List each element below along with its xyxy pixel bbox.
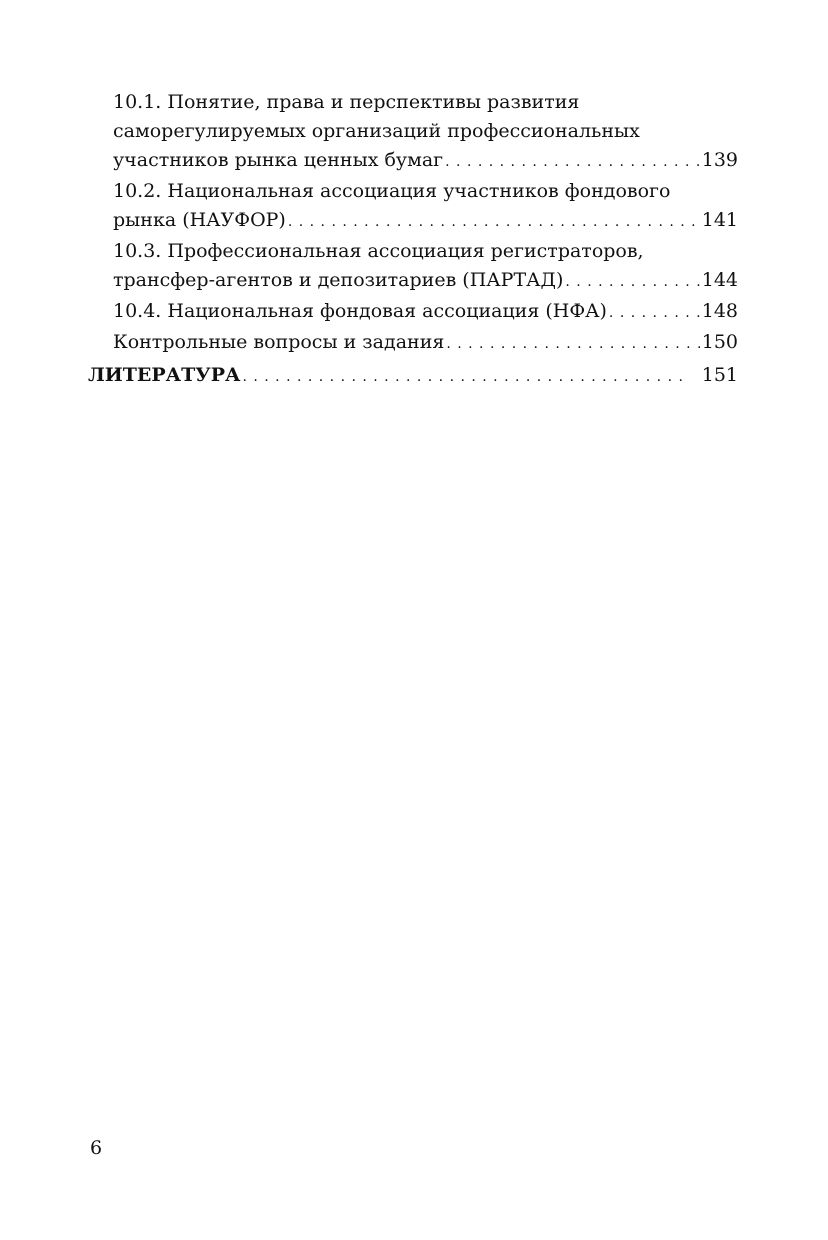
dot-leader: [446, 330, 699, 359]
toc-entry-text: ЛИТЕРАТУРА: [88, 364, 241, 386]
toc-entry-10-1: [88, 88, 738, 177]
dot-leader: [445, 148, 700, 177]
dot-leader: [288, 208, 700, 237]
toc-entry-line: саморегулируемых организаций профессиональных: [113, 120, 640, 142]
toc-entry-last-line: [113, 266, 738, 297]
toc-entry-last-line: [113, 146, 738, 177]
toc-entry-literature: [88, 361, 738, 392]
table-of-contents: [88, 88, 738, 392]
toc-entry-text: участников рынка ценных бумаг: [113, 149, 444, 171]
toc-entry-line: 10.2. Национальная ассоциация участников фондового: [113, 180, 671, 202]
toc-entry-last-line: [88, 361, 738, 392]
page-number: 6: [90, 1137, 103, 1159]
toc-page-number: 144: [701, 269, 738, 291]
dot-leader: [609, 299, 700, 328]
dot-leader: [565, 268, 699, 297]
toc-entry-10-4: [88, 297, 738, 328]
toc-entry-text: 10.4. Национальная фондовая ассоциация (НФА): [113, 300, 607, 322]
toc-entry-last-line: [113, 297, 738, 328]
toc-entry-text: Контрольные вопросы и задания: [113, 331, 445, 353]
toc-entry-last-line: [113, 206, 738, 237]
toc-entry-line: 10.3. Профессиональная ассоциация регистраторов,: [113, 240, 644, 262]
toc-page-number: 151: [701, 364, 738, 386]
dot-leader: [242, 363, 685, 392]
toc-entry-questions: [88, 328, 738, 359]
toc-entry-last-line: [113, 328, 738, 359]
toc-entry-line: 10.1. Понятие, права и перспективы развития: [113, 91, 580, 113]
toc-page-number: 148: [701, 300, 738, 322]
toc-entry-text: трансфер-агентов и депозитариев (ПАРТАД): [113, 269, 564, 291]
toc-entry-10-3: [88, 237, 738, 297]
toc-page-number: 141: [701, 209, 738, 231]
toc-entry-text: рынка (НАУФОР): [113, 209, 286, 231]
toc-page-number: 139: [701, 149, 738, 171]
toc-entry-10-2: [88, 177, 738, 237]
toc-page-number: 150: [701, 331, 738, 353]
